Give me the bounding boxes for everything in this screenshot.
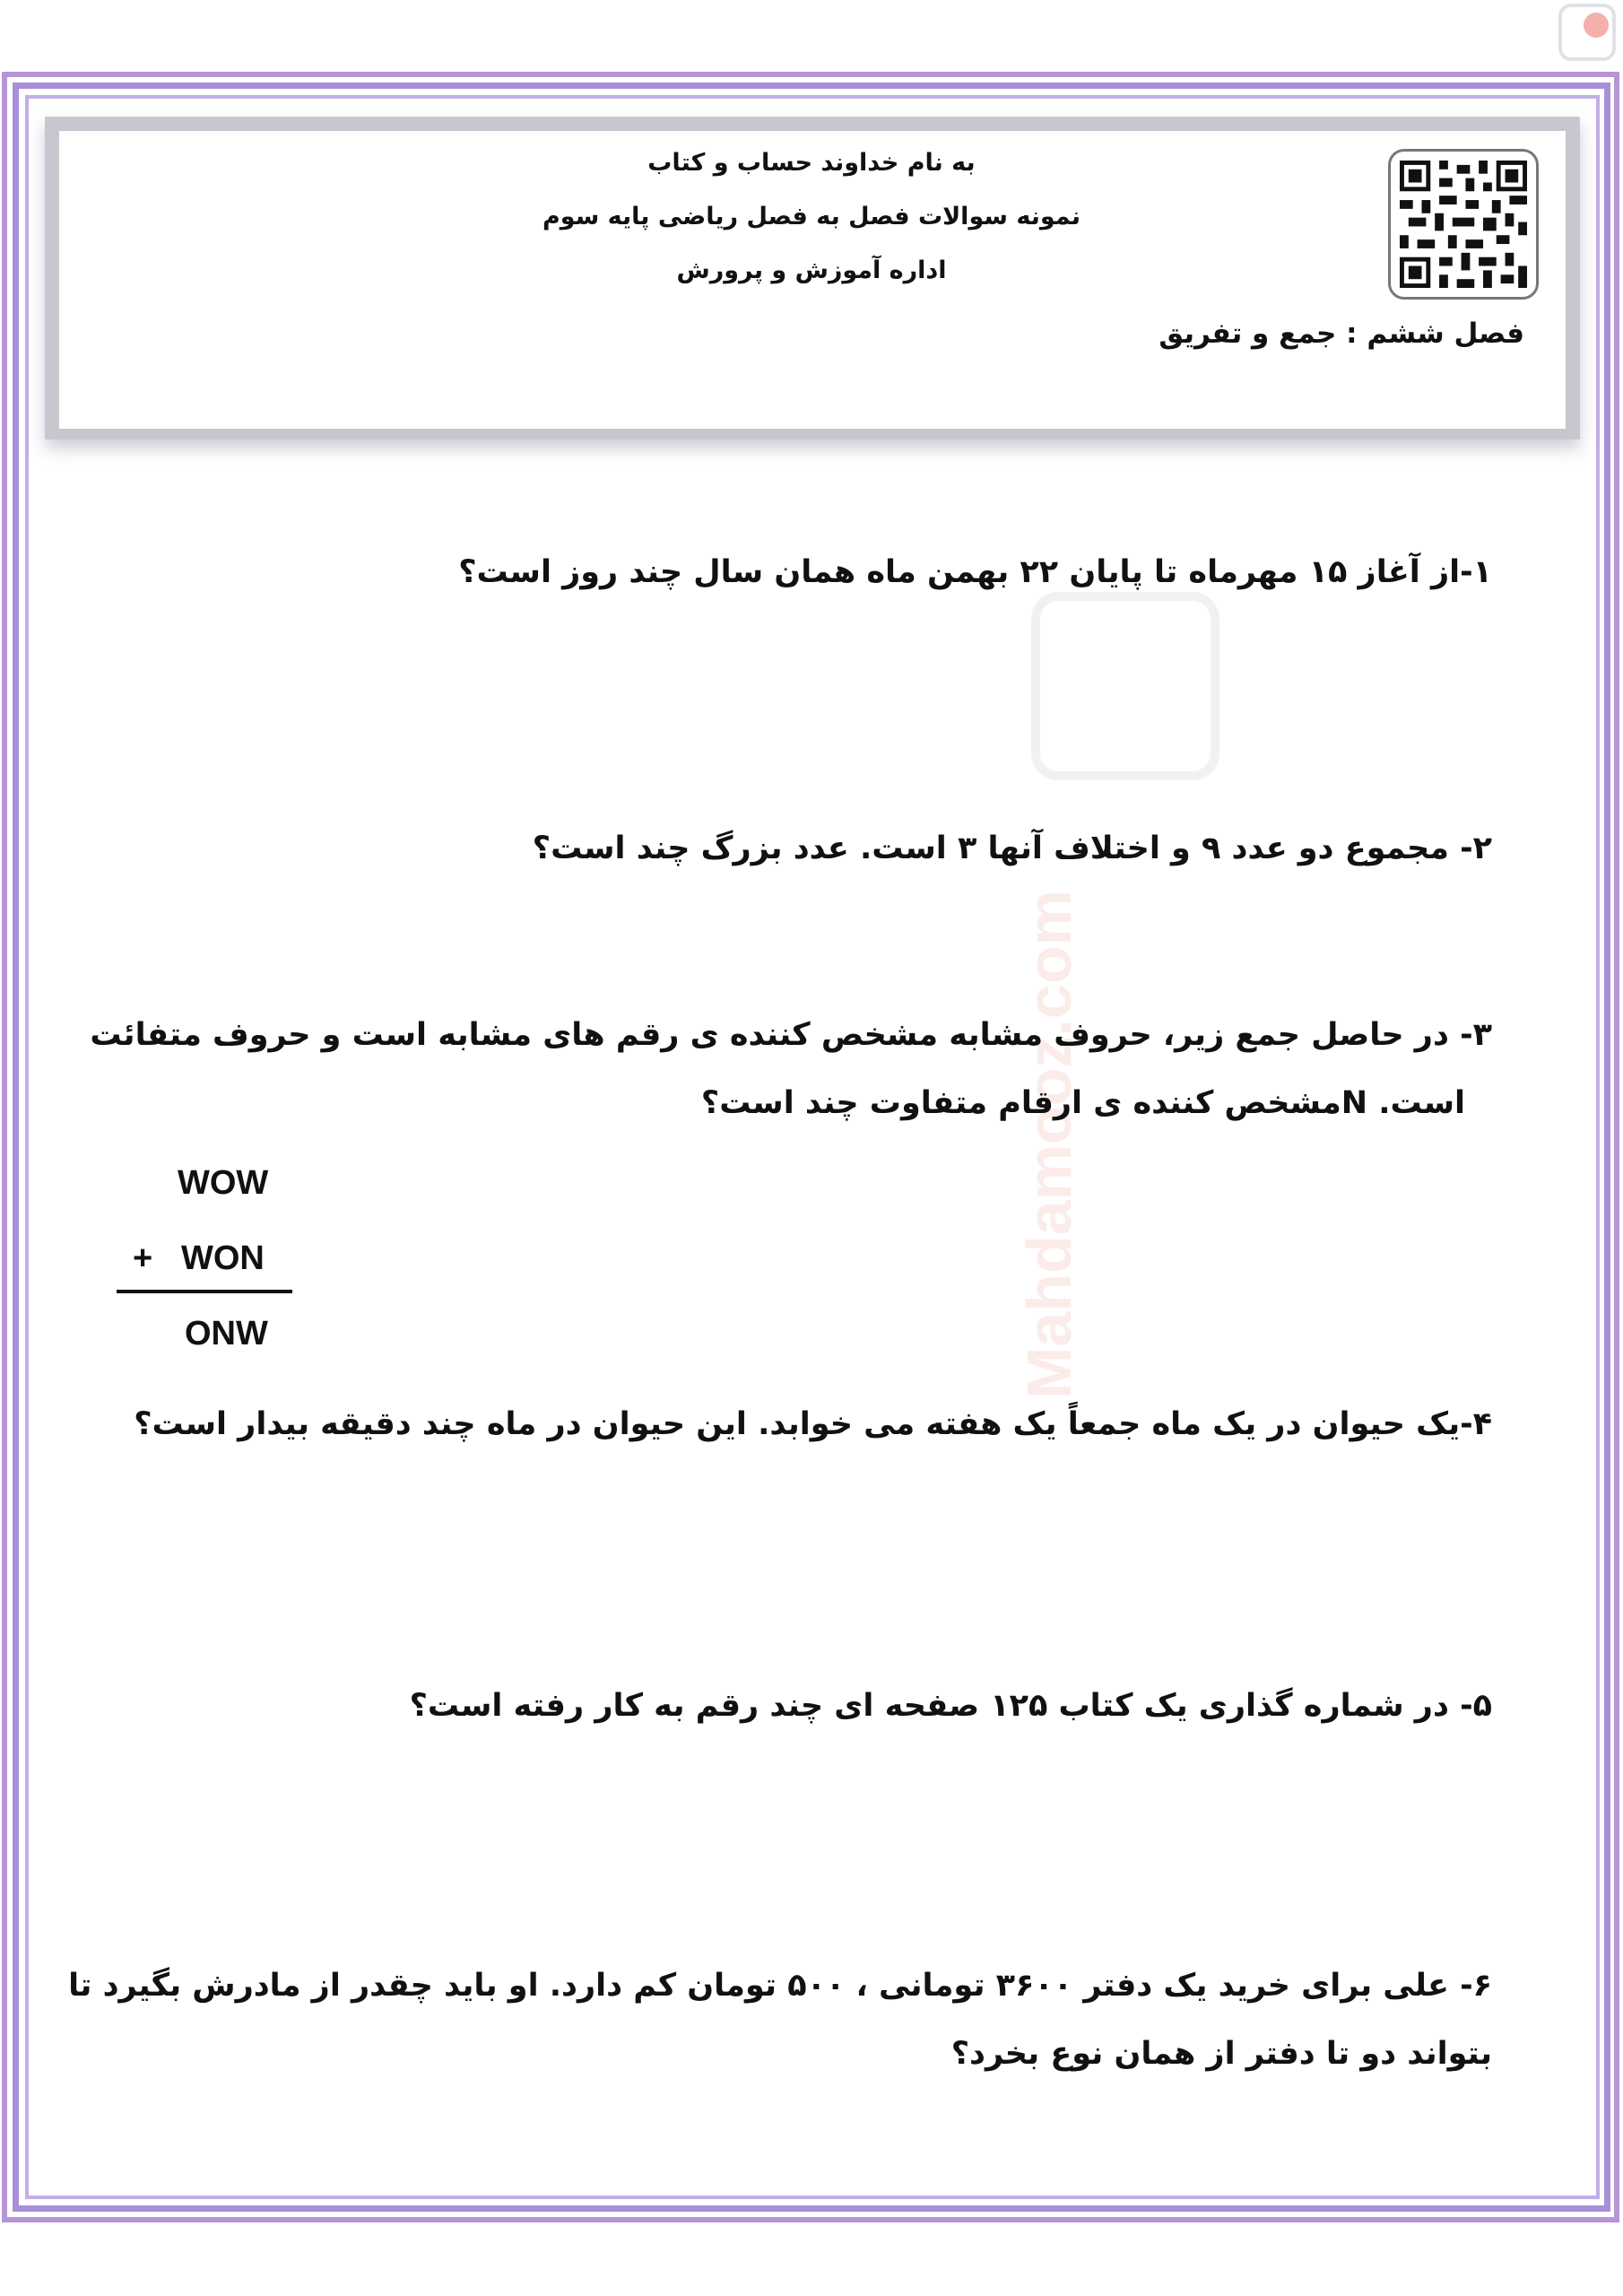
header-line-2: نمونه سوالات فصل به فصل ریاضی پایه سوم <box>542 203 1081 230</box>
question-2 <box>533 814 1492 883</box>
header-line-1: به نام خداوند حساب و کتاب <box>647 149 976 177</box>
question-1 <box>458 538 1492 606</box>
question-5-text: ۵- در شماره گذاری یک کتاب ۱۲۵ صفحه ای چند رقم به کار رفته است؟ <box>409 1688 1492 1724</box>
question-4 <box>134 1390 1492 1458</box>
question-1-text: ۱-از آغاز ۱۵ مهرماه تا پایان ۲۲ بهمن ماه همان سال چند روز است؟ <box>458 554 1492 590</box>
question-3 <box>90 1001 1492 1137</box>
question-5 <box>410 1672 1492 1740</box>
puzzle-result: ONW <box>185 1315 268 1352</box>
question-6-text-line-2: بتواند دو تا دفتر از همان نوع بخرد؟ <box>950 2036 1492 2072</box>
puzzle-plus-sign: + <box>133 1239 153 1277</box>
question-3-text-line-2: است. Nمشخص کننده ی ارقام متفاوت چند است؟ <box>700 1085 1465 1121</box>
watermark-logo <box>1031 592 1219 780</box>
corner-logo <box>1558 4 1616 61</box>
question-6-text-line-1: ۶- علی برای خرید یک دفتر ۳۶۰۰ تومانی ، ۵۰۰ تومان کم دارد. او باید چقدر از مادرش بگیرد تا <box>68 1968 1492 2004</box>
puzzle-second-operand: WON <box>181 1239 265 1277</box>
question-6 <box>68 1952 1492 2088</box>
chapter-title: فصل ششم : جمع و تفریق <box>1159 317 1524 350</box>
qr-code-graphic <box>1400 161 1527 288</box>
puzzle-top-operand: WOW <box>178 1164 269 1202</box>
puzzle-sum-line <box>117 1290 292 1293</box>
question-3-text-line-1: ۳- در حاصل جمع زیر، حروف مشابه مشخص کننده ی رقم های مشابه است و حروف متفائت <box>90 1017 1492 1053</box>
qr-code-icon <box>1388 149 1539 300</box>
question-4-text: ۴-یک حیوان در یک ماه جمعاً یک هفته می خوابد. این حیوان در ماه چند دقیقه بیدار است؟ <box>134 1406 1492 1442</box>
question-2-text: ۲- مجموع دو عدد ۹ و اختلاف آنها ۳ است. عدد بزرگ چند است؟ <box>532 831 1492 866</box>
header-line-3: اداره آموزش و پرورش <box>676 257 947 284</box>
watermark-text: Mahdamooz.com <box>1014 890 1084 1399</box>
